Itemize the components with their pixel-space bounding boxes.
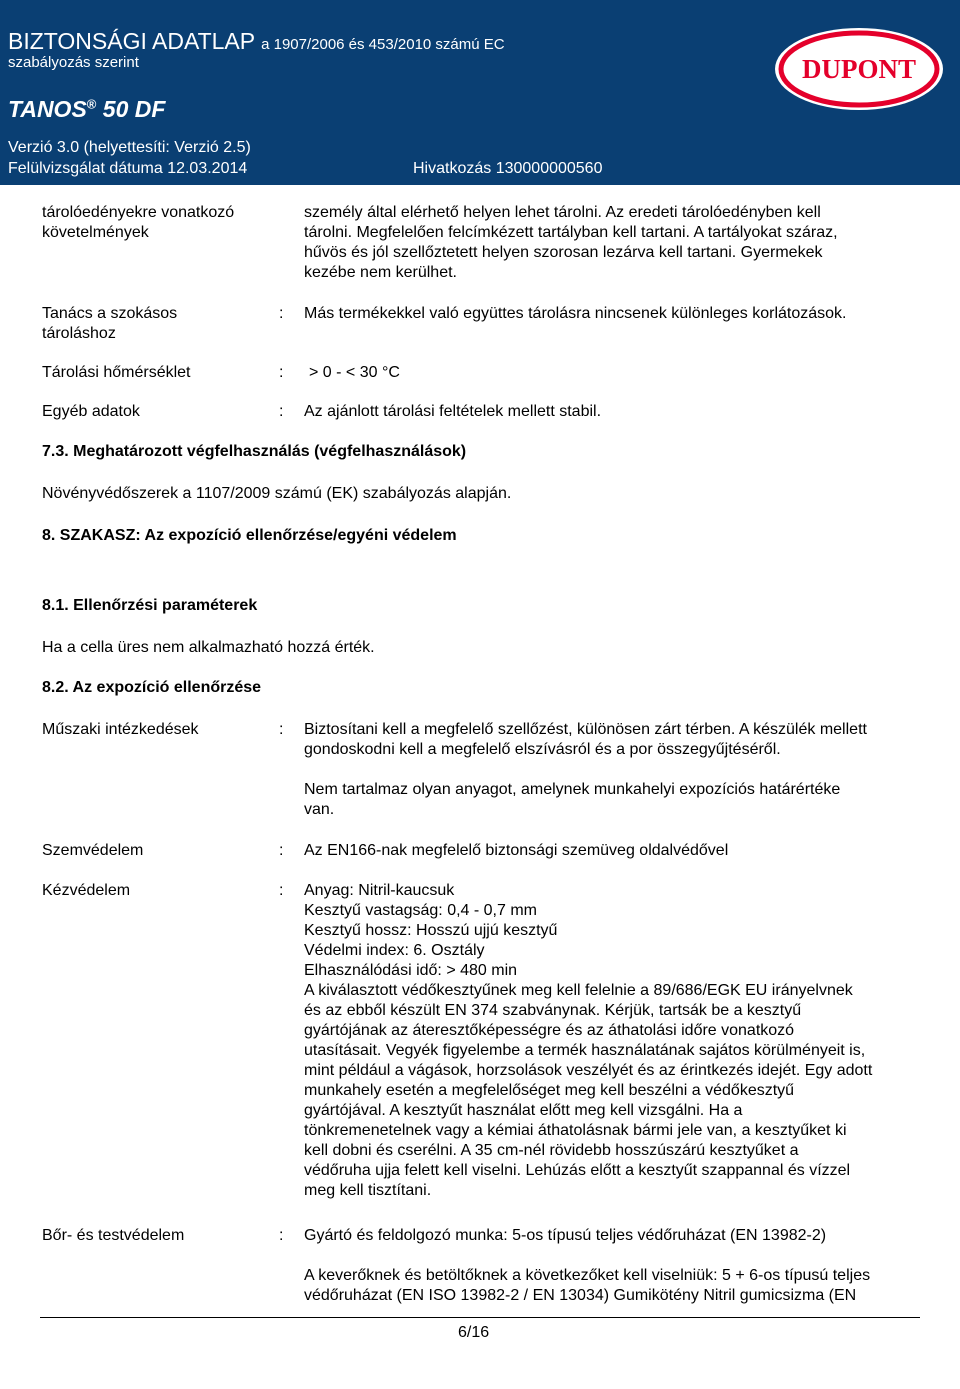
hand-protection-line: Védelmi index: 6. Osztály — [304, 942, 485, 959]
dupont-logo — [773, 26, 945, 112]
storage-requirements-label — [42, 203, 234, 243]
value-line: személy által elérhető helyen lehet tárolni. Az eredeti tárolóedényben kell — [304, 204, 821, 221]
eye-protection-label: Szemvédelem — [42, 842, 144, 859]
label-line: Tanács a szokásos — [42, 305, 178, 322]
hand-protection-line: védőruha ujja felett kell viselni. Lehúzás előtt a kesztyűt szappannal és vízzel — [304, 1162, 851, 1179]
section-7-3-text: Növényvédőszerek a 1107/2009 számú (EK) szabályozás alapján. — [42, 485, 512, 502]
value-line: kezébe nem kerülhet. — [304, 264, 457, 281]
separator-colon: : — [279, 364, 284, 381]
hand-protection-value — [304, 881, 924, 1201]
hand-protection-line: Kesztyű hossz: Hosszú ujjú kesztyű — [304, 922, 558, 939]
footer-divider — [40, 1317, 920, 1318]
hand-protection-line: kell dobni és cserélni. A 35 cm-nél rövidebb hosszúszárú kesztyűket a — [304, 1142, 799, 1159]
skin-protection-value — [304, 1226, 924, 1306]
label-line: tároláshoz — [42, 325, 116, 342]
technical-measures-value — [304, 720, 924, 820]
storage-requirements-value — [304, 203, 924, 283]
label-line: tárolóedényekre vonatkozó — [42, 204, 235, 221]
title-regulation: a 1907/2006 és 453/2010 számú EC — [261, 36, 505, 53]
value-line: Biztosítani kell a megfelelő szellőzést, különösen zárt térben. A készülék mellett — [304, 721, 867, 738]
hand-protection-label: Kézvédelem — [42, 882, 131, 899]
label-line: követelmények — [42, 224, 149, 241]
version-info: Verzió 3.0 (helyettesíti: Verzió 2.5) — [8, 139, 251, 156]
value-line: hűvös és jól szellőztetett helyen szorosan lezárva kell tartani. Gyermekek — [304, 244, 823, 261]
storage-temperature-label: Tárolási hőmérséklet — [42, 364, 191, 381]
value-line: Nem tartalmaz olyan anyagot, amelynek munkahelyi expozíciós határértéke — [304, 781, 841, 798]
separator-colon: : — [279, 842, 284, 859]
page-number: 6/16 — [458, 1324, 490, 1341]
storage-temperature-row — [0, 363, 960, 383]
hand-protection-line: meg kell tisztítani. — [304, 1182, 432, 1199]
separator-colon: : — [279, 305, 284, 322]
hand-protection-line: A kiválasztott védőkesztyűnek meg kell felelnie a 89/686/EGK EU irányelvnek — [304, 982, 853, 999]
value-line: gondoskodni kell a megfelelő elszívásról és a por összegyűjtéséről. — [304, 741, 781, 758]
technical-measures-label: Műszaki intézkedések — [42, 721, 199, 738]
separator-colon: : — [279, 1227, 284, 1244]
hand-protection-line: gyártójának az áteresztőképességre és az áthatolási időre vonatkozó — [304, 1022, 795, 1039]
hand-protection-line: és az ebből készült EN 374 szabványnak. Kérjük, tartsák be a kesztyű — [304, 1002, 802, 1019]
svg-text:DUPONT: DUPONT — [802, 54, 916, 84]
hand-protection-line: munkahely esetén a megfelelőséget meg kell beszélni a védőkesztyű — [304, 1082, 795, 1099]
value-line: tárolni. Megfelelően felcímkézett tartályban kell tartani. A tartályokat száraz, — [304, 224, 838, 241]
title-regulation-line2: szabályozás szerint — [8, 54, 139, 71]
storage-advice-label — [42, 304, 177, 344]
hand-protection-line: Kesztyű vastagság: 0,4 - 0,7 mm — [304, 902, 537, 919]
section-8-heading: 8. SZAKASZ: Az expozíció ellenőrzése/egyéni védelem — [42, 527, 457, 544]
product-name-suffix: 50 DF — [96, 96, 166, 122]
section-7-3-heading: 7.3. Meghatározott végfelhasználás (végfelhasználások) — [42, 443, 467, 460]
value-line: Gyártó és feldolgozó munka: 5-os típusú teljes védőruházat (EN 13982-2) — [304, 1227, 827, 1244]
hand-protection-row — [0, 881, 960, 1203]
value-line: védőruházat (EN ISO 13982-2 / EN 13034) Gumikötény Nitril gumicsizma (EN — [304, 1287, 857, 1304]
skin-protection-label: Bőr- és testvédelem — [42, 1227, 185, 1244]
hand-protection-line: Anyag: Nitril-kaucsuk — [304, 882, 455, 899]
value-line: A keverőknek és betöltőknek a következőket kell viselniük: 5 + 6-os típusú teljes — [304, 1267, 871, 1284]
storage-temperature-value: > 0 - < 30 °C — [309, 364, 400, 381]
other-data-value: Az ajánlott tárolási feltételek mellett stabil. — [304, 403, 602, 420]
technical-measures-row — [0, 720, 960, 820]
eye-protection-value: Az EN166-nak megfelelő biztonsági szemüveg oldalvédővel — [304, 842, 729, 859]
separator-colon: : — [279, 882, 284, 899]
product-name — [8, 96, 165, 123]
eye-protection-row — [0, 841, 960, 861]
value-line: van. — [304, 801, 335, 818]
separator-colon: : — [279, 721, 284, 738]
registered-mark: ® — [86, 96, 97, 112]
section-8-1-text: Ha a cella üres nem alkalmazható hozzá érték. — [42, 639, 375, 656]
hand-protection-line: tönkremenetelnek vagy a kémiai áthatolásnak bármi jele van, a kesztyűket ki — [304, 1122, 847, 1139]
skin-protection-row — [0, 1226, 960, 1306]
section-8-1-heading: 8.1. Ellenőrzési paraméterek — [42, 597, 258, 614]
product-name-text: TANOS — [8, 96, 87, 122]
document-header — [0, 0, 960, 185]
storage-advice-value: Más termékekkel való együttes tárolásra nincsenek különleges korlátozások. — [304, 305, 847, 322]
hand-protection-line: gyártójával. A kesztyűt használat előtt meg kell vizsgálni. Ha a — [304, 1102, 743, 1119]
reference-number: Hivatkozás 130000000560 — [413, 160, 603, 177]
hand-protection-line: utasításait. Vegyék figyelembe a termék használatának sajátos körülményeit is, — [304, 1042, 866, 1059]
storage-advice-row — [0, 304, 960, 344]
title-main: BIZTONSÁGI ADATLAP — [8, 28, 255, 54]
hand-protection-line: Elhasználódási idő: > 480 min — [304, 962, 518, 979]
storage-requirements-row — [0, 203, 960, 283]
separator-colon: : — [279, 403, 284, 420]
revision-date: Felülvizsgálat dátuma 12.03.2014 — [8, 160, 248, 177]
hand-protection-line: mint például a vágások, horzsolások veszélyét és az érintkezés idejét. Egy adott — [304, 1062, 873, 1079]
other-data-label: Egyéb adatok — [42, 403, 140, 420]
section-8-2-heading: 8.2. Az expozíció ellenőrzése — [42, 679, 262, 696]
other-data-row — [0, 402, 960, 422]
